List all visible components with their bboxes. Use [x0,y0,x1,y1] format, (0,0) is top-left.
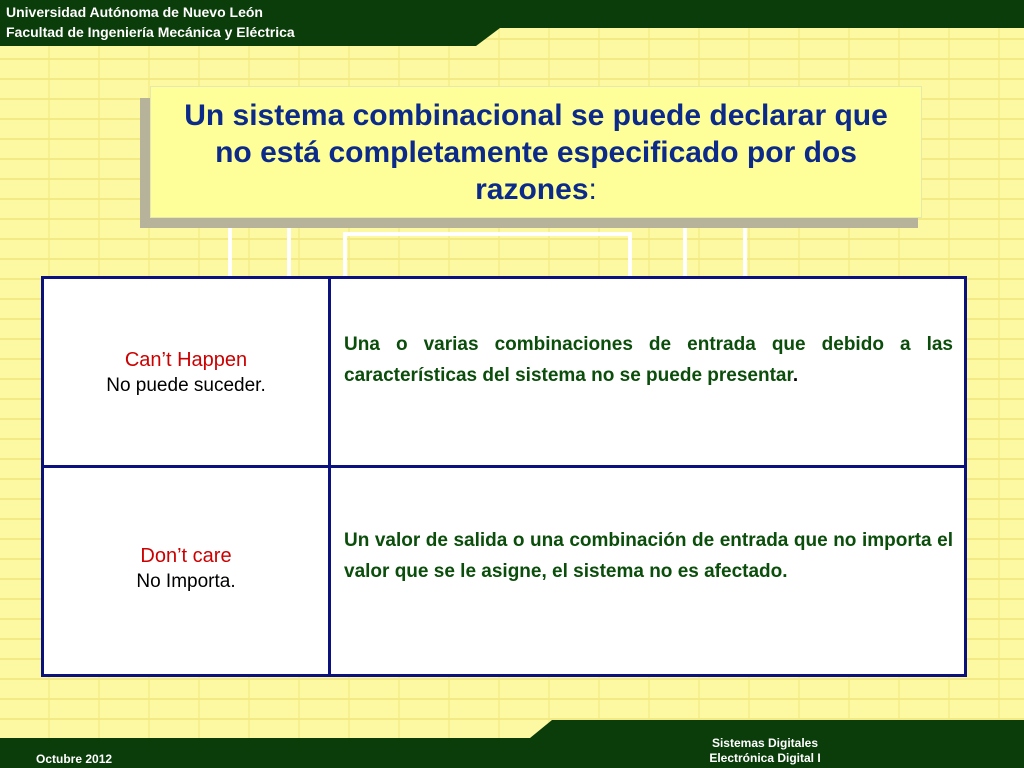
column-divider [328,279,331,674]
slide-title [166,97,906,208]
term-cell-dont-care [44,543,328,595]
slide-title-text: Un sistema combinacional se puede declarar que no está completamente especificado por dos razones [184,98,888,206]
connector-line [343,232,631,236]
footer-bar-shape [0,718,1024,768]
term-cell-cant-happen [44,347,328,399]
description-text: Una o varias combinaciones de entrada que debido a las características del sistema no se puede presentar [344,334,953,386]
footer-bar [0,718,1024,768]
connector-line [343,232,347,276]
description-text: Un valor de salida o una combinación de entrada que no importa el valor que se le asigne, el sistema no es afectado. [344,530,953,582]
row-divider [44,465,964,468]
course-name: Sistemas Digitales [711,736,819,750]
footer-date: Octubre 2012 [36,752,113,766]
definitions-table [41,276,967,677]
faculty-name: Facultad de Ingeniería Mecánica y Eléctrica [6,24,295,40]
description-cell-dont-care [344,525,953,587]
term-english: Can’t Happen [124,349,248,371]
connector-line [628,232,632,276]
title-box [150,86,922,218]
term-spanish: No puede suceder. [106,375,266,396]
term-spanish: No Importa. [136,571,236,592]
footer-course [690,736,840,766]
university-name: Universidad Autónoma de Nuevo León [6,4,263,20]
slide-title-colon: : [588,172,597,206]
description-end: . [792,365,799,386]
header-bar [0,0,1024,46]
term-english: Don’t care [140,545,232,567]
description-cell-cant-happen [344,329,953,391]
course-subname: Electrónica Digital I [709,751,821,765]
